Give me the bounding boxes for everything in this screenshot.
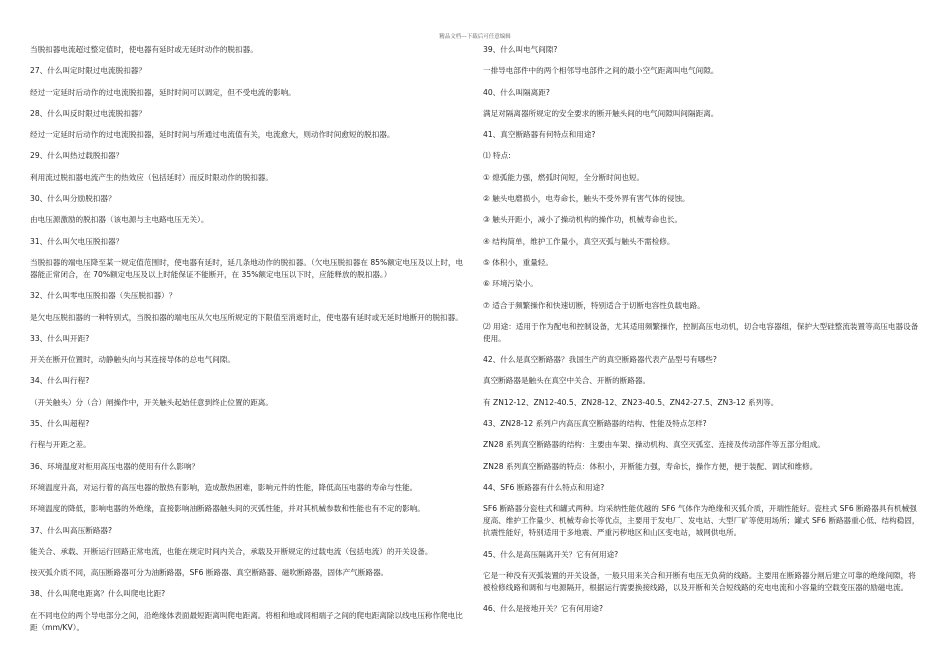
question-heading: 35、什么叫超程? xyxy=(30,419,90,429)
answer-paragraph: 一排导电部件中的两个相邻导电部件之间的最小空气距离叫电气间隙。 xyxy=(483,66,719,76)
question-heading: 37、什么叫高压断路器? xyxy=(30,525,113,535)
answer-paragraph: 真空断路器是触头在真空中关合、开断的断路器。 xyxy=(483,376,651,386)
answer-paragraph: 环境温度的降低，影响电器的外绝缘，直接影响油断路器触头间的灭弧性能，并对其机械参数和性能也有不定的影响。 xyxy=(30,504,425,514)
answer-paragraph: ⑵ 用途：适用于作为配电和控制设备，尤其适用频繁操作，控制高压电动机，切合电容器组，保护大型硅整流装置等高压电器设备使用。 xyxy=(483,321,919,343)
question-heading: 39、什么叫电气间隙? xyxy=(483,45,558,54)
left-column xyxy=(30,44,466,643)
list-item: ⑥ 环境污染小。 xyxy=(483,279,538,289)
answer-paragraph: 利用流过脱扣器电流产生的热效应（包括延时）而反时限动作的脱扣器。 xyxy=(30,172,273,182)
question-heading: 29、什么叫热过载脱扣器？ xyxy=(30,151,124,161)
question-heading: 28、什么叫反时限过电流脱扣器？ xyxy=(30,108,146,118)
answer-paragraph: 由电压源激励的脱扣器（该电源与主电路电压无关）。 xyxy=(30,215,209,225)
question-heading: 45、什么是高压隔离开关？它有何用途? xyxy=(483,549,619,559)
answer-paragraph: 开关在断开位置时，动静触头向与其连接导体的总电气间隙。 xyxy=(30,355,236,365)
answer-paragraph: ZN28 系列真空断路器的结构：主要由车架、操动机构、真空灭弧室、连接及传动部件等五部分组成。 xyxy=(483,440,825,450)
question-heading: 32、什么叫零电压脱扣器（失压脱扣器）？ xyxy=(30,291,177,301)
list-item: ② 触头电磨损小，电寿命长，触头不受外界有害气体的侵蚀。 xyxy=(483,194,690,204)
list-item: ① 熄弧能力强，燃弧时间短，全分断时间也短。 xyxy=(483,172,645,182)
answer-paragraph: 经过一定延时后动作的过电流脱扣器，延时时间可以调定，但不受电流的影响。 xyxy=(30,87,296,97)
right-column xyxy=(483,44,921,624)
answer-paragraph: 它是一种没有灭弧装置的开关设备，一般只用来关合和开断有电压无负荷的线路。主要用在断路器分闸后建立可靠的绝缘间隙，将被检修线路和调和与电源隔开，根据运行需要换接线路，以及开断和关合短线路的充电电流和小容量的空载变压器的励磁电流。 xyxy=(483,570,916,592)
answer-paragraph: （开关触头）分（合）闸操作中，开关触头起始任意到终止位置的距离。 xyxy=(30,397,273,407)
question-heading: 33、什么叫开距? xyxy=(30,333,90,343)
question-heading: 43、ZN28-12 系列户内高压真空断路器的结构、性能及特点怎样? xyxy=(483,419,707,429)
answer-paragraph: 在不同电位的两个导电部分之间，沿绝缘体表面最短距离叫爬电距离。将相和地或同相端子之间的爬电距离除以线电压称作爬电比距（mm/KV）。 xyxy=(30,610,463,632)
list-item: ③ 触头开距小，减小了操动机构的操作功，机械寿命也长。 xyxy=(483,215,683,225)
answer-paragraph: 行程与开距之差。 xyxy=(30,440,91,450)
answer-paragraph: 当脱扣器的端电压降至某一规定值范围时，使电器有延时，延几条地动作的脱扣器。（欠电压脱扣器在 85%额定电压及以上时，电器能正常闭合，在 70%额定电压及以上时能保证不能断开，在 35%额定电压以下时，应能释放的脱扣器。） xyxy=(30,257,464,279)
list-item: ④ 结构简单，维护工作量小，真空灭弧与触头不需检修。 xyxy=(483,236,675,246)
answer-paragraph: 有 ZN12-12、ZN12-40.5、ZN28-12、ZN23-40.5、ZN42-27.5、ZN3-12 系列等。 xyxy=(483,397,779,407)
page-header: 精品文档---下载后可任意编辑 xyxy=(439,34,511,40)
answer-paragraph: SF6 断路器分瓷柱式和罐式两种。均采纳性能优越的 SF6 气体作为绝缘和灭弧介质，开端性能好。瓷柱式 SF6 断路器具有机械强度高、维护工作量少、机械寿命长等优点，主要用于发电厂、发电站、大型厂矿等使用场所；罐式 SF6 断路器重心低、结构稳固，抗震性能好，特别适用于多地震、严重污秽地区和山区变电站，城网供电所。 xyxy=(483,504,920,538)
sub-heading: ⑴ 特点: xyxy=(483,151,511,161)
question-heading: 34、什么叫行程? xyxy=(30,376,90,386)
answer-paragraph: 经过一定延时后动作的过电流脱扣器，延时时间与所通过电流值有关，电流愈大，则动作时间愈短的脱扣器。 xyxy=(30,130,395,140)
question-heading: 31、什么叫欠电压脱扣器？ xyxy=(30,236,124,246)
answer-paragraph: 环境温度升高，对运行着的高压电器的散热有影响，造成散热困难，影响元件的性能，降低高压电器的寿命与性能。 xyxy=(30,482,418,492)
question-heading: 27、什么叫定时限过电流脱扣器？ xyxy=(30,66,146,76)
question-heading: 42、什么是真空断路器？我国生产的真空断路器代表产品型号有哪些? xyxy=(483,355,717,365)
question-heading: 44、SF6 断路器有什么特点和用途? xyxy=(483,482,605,492)
list-item: ⑤ 体积小，重量轻。 xyxy=(483,257,553,267)
question-heading: 41、真空断路器有何特点和用途? xyxy=(483,130,596,140)
question-heading: 40、什么叫隔离距? xyxy=(483,87,550,97)
question-heading: 36、环境温度对柜用高压电器的使用有什么影响？ xyxy=(30,461,200,471)
answer-paragraph: ZN28 系列真空断路器的特点：体积小，开断能力强，寿命长，操作方便，便于装配、调试和维修。 xyxy=(483,461,818,471)
question-heading: 30、什么叫分励脱扣器？ xyxy=(30,194,116,204)
answer-paragraph: 满足对隔离器所规定的安全要求的断开触头间的电气间隙叫间隔距离。 xyxy=(483,108,719,118)
question-heading: 38、什么叫爬电距离？什么叫爬电比距? xyxy=(30,589,166,599)
answer-paragraph: 是欠电压脱扣器的一种特别式，当脱扣器的端电压从欠电压所规定的下限值至消逝时止，使电器有延时或无延时地断开的脱扣器。 xyxy=(30,312,463,322)
answer-paragraph: 按灭弧介质不同，高压断路器可分为油断路器，SF6 断路器、真空断路器、磁吹断路器，固体产气断路器。 xyxy=(30,568,389,578)
question-heading: 46、什么是接地开关？它有何用途? xyxy=(483,604,604,614)
list-item: ⑦ 适合于频繁操作和快速切断，特别适合于切断电容性负载电路。 xyxy=(483,300,705,310)
answer-paragraph: 能关合、承载、开断运行回路正常电流，也能在规定时间内关合，承载及开断规定的过载电流（包括电流）的开关设备。 xyxy=(30,546,433,556)
left-paragraph: 当脱扣器电流超过整定值时，使电器有延时或无延时动作的脱扣器。 xyxy=(30,45,258,54)
